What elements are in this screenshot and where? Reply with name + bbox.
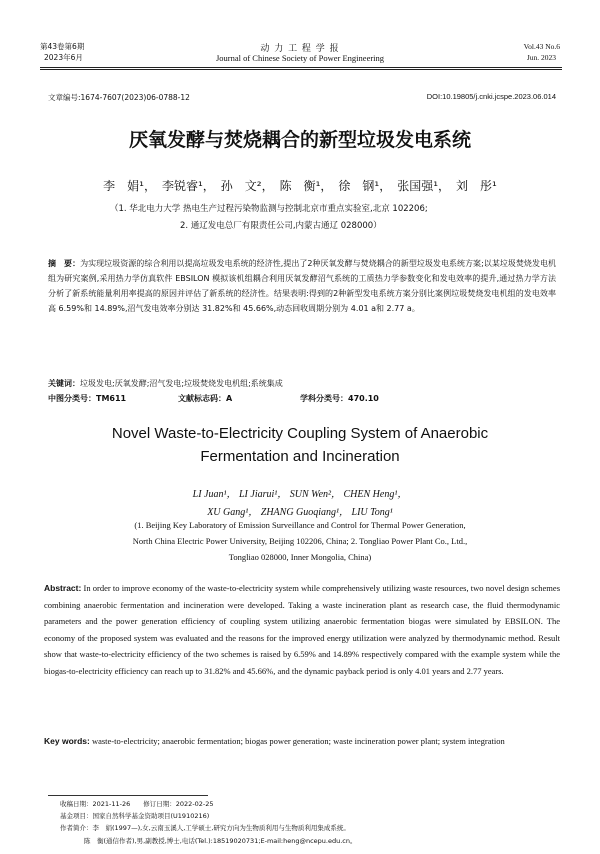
affiliation-en-1: (1. Beijing Key Laboratory of Emission Surveillance and Control for Thermal Power Generation, [134,520,466,530]
abstract-en-text: In order to improve economy of the waste-to-electricity system while comprehensively utilizing waste resources, two novel design schemes combining anaerobic fermentation and incineration were developed. Taking a waste incineration plant as research case, the fluid thermodynamic parameters and the power generation efficiency of coupling system utilizing anaerobic fermentation biogas were simulated by EBSILON. The economy of the proposed system was evaluated and the reasons for the improved energy utilization were analyzed by thermodynamic method. Result show that waste-to-electricity efficiency of the two schemes is raised by 6.59% and 14.89% respectively compared with the example system while the biogas-to-electricity efficiency can reach up to 31.82% and 45.66%, and the dynamic payback period is only 4.01 years and 2.77 years. [44,583,560,676]
title-cn: 厌氧发酵与焚烧耦合的新型垃圾发电系统 [128,129,471,151]
document-code: 文献标志码：A [178,394,233,403]
keywords-en [44,733,560,750]
date-en: Jun. 2023 [526,53,556,62]
keywords-cn [48,378,556,390]
abstract-cn [48,256,556,316]
journal-title-en: Journal of Chinese Society of Power Engineering [215,53,385,63]
affiliation-en-3: Tongliao 028000, Inner Mongolia, China) [228,552,372,562]
keywords-en-text: waste-to-electricity; anaerobic fermentation; biogas power generation; waste incineration power plant; system integration [89,736,505,746]
authors-en-line-1: LI Juan¹， LI Jiarui¹， SUN Wen²， CHEN Heng¹， [192,489,408,500]
fund-info: 基金项目：国家自然科学基金资助项目(U1910216) [60,812,210,820]
keywords-en-label: Key words: [44,736,90,746]
abstract-cn-label: 摘 要： [48,259,81,268]
abstract-cn-text: 为实现垃圾资源的综合利用以提高垃圾发电系统的经济性,提出了2种厌氧发酵与焚烧耦合的新型垃圾发电系统方案;以某垃圾焚烧发电机组为研究案例,采用热力学仿真软件 EBSILON 模拟该机组耦合利用厌氧发酵沼气系统的工质热力学参数变化和发电效率的提升,通过热力学方法分析了新系统能量利用率提高的原因并评估了新系统的经济性。结果表明:得到的2种新型发电系统方案分别比案例垃圾焚烧发电机组的发电效率高 6.59%和 14.89%,沼气发电效率分别达 31.82%和 45.66%,动态回收周期分别为 4.01 a和 2.77 a。 [48,259,556,313]
authors-en-line-2: XU Gang¹， ZHANG Guoqiang¹， LIU Tong¹ [207,507,393,518]
subject-code: 学科分类号：470.10 [300,394,379,403]
header-rule-2 [40,69,562,70]
affiliation-cn-2: 2. 通辽发电总厂有限责任公司,内蒙古通辽 028000） [180,221,382,231]
footnote-rule [48,795,208,796]
date-cn: 2023年6月 [44,53,83,62]
title-en-line-1: Novel Waste-to-Electricity Coupling System of Anaerobic [111,425,489,442]
doi: DOI:10.19805/j.cnki.jcspe.2023.06.014 [426,92,556,101]
authors-cn: 李 娟¹， 李锐睿¹， 孙 文²， 陈 衡¹， 徐 钢¹， 张国强¹， 刘 彤¹ [103,179,497,193]
clc-number: 中图分类号：TM611 [48,394,127,403]
keywords-cn-text: 垃圾发电;厌氧发酵;沼气发电;垃圾焚烧发电机组;系统集成 [80,379,283,388]
received-date: 收稿日期：2021-11-26 修订日期：2022-02-25 [60,800,214,808]
keywords-cn-label: 关键词： [48,379,80,388]
author-intro: 作者简介：李 娟(1997—),女,云南玉溪人,工学硕士,研究方向为生物质利用与生物质利用集成系统。 [60,824,350,832]
volume-en: Vol.43 No.6 [523,42,560,51]
title-en-line-2: Fermentation and Incineration [200,448,400,465]
abstract-en-label: Abstract: [44,583,82,593]
abstract-en [44,580,560,679]
corresponding-author: 陈 衡(通信作者),男,副教授,博士,电话(Tel.):18519020731;E-mail:heng@ncepu.edu.cn。 [84,837,357,845]
affiliation-en-2: North China Electric Power University, Beijing 102206, China; 2. Tongliao Power Plant Co., Ltd., [132,536,468,546]
article-number: 文章编号:1674-7607(2023)06-0788-12 [48,93,190,102]
volume-cn: 第43卷第6期 [40,42,85,51]
journal-title-cn: 动 力 工 程 学 报 [260,44,340,54]
affiliation-cn-1: （1. 华北电力大学 热电生产过程污染物监测与控制北京市重点实验室,北京 102206; [110,204,428,214]
header-rule [40,67,562,68]
